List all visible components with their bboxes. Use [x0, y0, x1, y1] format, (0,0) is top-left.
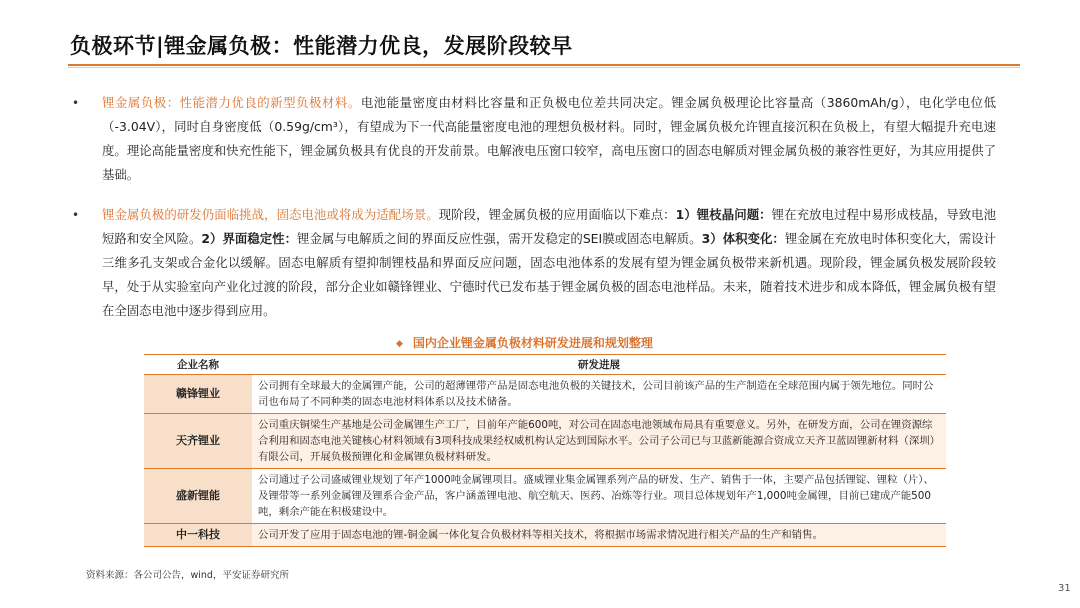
bullet-lithium-metal-anode [72, 91, 996, 187]
diamond-icon: ◆ [396, 339, 403, 349]
page-title: 负极环节|锂金属负极：性能潜力优良，发展阶段较早 [70, 34, 573, 58]
bullet-paragraph [102, 91, 996, 187]
company-progress-table [144, 354, 946, 547]
bullet-highlight: 锂金属负极的研发仍面临挑战，固态电池或将成为适配场景。 [102, 207, 439, 222]
company-name-cell: 中一科技 [144, 524, 252, 547]
bullet-text: 电池能量密度由材料比容量和正负极电位差共同决定。锂金属负极理论比容量高（3860mAh/g），电化学电位低（-3.04V），同时自身密度低（0.59g/cm³），有望成为下一代高能量密度电池的理想负极材料。同时，锂金属负极允许锂直接沉积在负极上，有望大幅提升充电速度。理论高能量密度和快充性能下，锂金属负极具有优良的开发前景。电解液电压窗口较窄，高电压窗口的固态电解质对锂金属负极的兼容性更好，为其应用提供了基础。 [102, 95, 996, 182]
table-header-row [144, 355, 946, 375]
table-title [396, 334, 653, 351]
table-row [144, 414, 946, 469]
column-header-progress: 研发进展 [252, 355, 946, 375]
bullet-text: 锂在充放电过程中易形成枝晶，导致电池短路和安全风险。 [102, 207, 997, 246]
company-name-cell: 赣锋锂业 [144, 375, 252, 414]
bullet-rd-challenges [72, 203, 997, 323]
bullet-dot-icon: • [72, 96, 80, 110]
progress-cell: 公司开发了应用于固态电池的锂-铜金属一体化复合负极材料等相关技术，将根据市场需求情况进行相关产品的生产和销售。 [252, 524, 946, 547]
bullet-text: 现阶段，锂金属负极的应用面临以下难点： [438, 207, 676, 222]
table-title-text: 国内企业锂金属负极材料研发进展和规划整理 [412, 336, 653, 350]
title-divider [68, 64, 1020, 66]
bullet-text: 锂金属在充放电时体积变化大，需设计三维多孔支架或合金化以缓解。固态电解质有望抑制锂枝晶和界面反应问题，固态电池体系的发展有望为锂金属负极带来新机遇。现阶段，锂金属负极发展阶段较早，处于从实验室向产业化过渡的阶段，部分企业如赣锋锂业、宁德时代已发布基于锂金属负极的固态电池样品。未来，随着技术进步和成本降低，锂金属负极有望在全固态电池中逐步得到应用。 [102, 231, 997, 318]
bullet-text: 锂金属与电解质之间的界面反应性强，需开发稳定的SEI膜或固态电解质。 [297, 231, 702, 246]
bullet-dot-icon: • [72, 208, 80, 222]
table-row [144, 524, 946, 547]
progress-cell: 公司通过子公司盛威锂业规划了年产1000吨金属锂项目。盛威锂业集金属锂系列产品的研发、生产、销售于一体，主要产品包括锂锭、锂粒（片）、及锂带等一系列金属锂及锂系合金产品，客户涵盖锂电池、航空航天、医药、冶炼等行业。项目总体规划年产1,000吨金属锂，目前已建成产能500吨，剩余产能在积极建设中。 [252, 469, 946, 524]
progress-cell: 公司拥有全球最大的金属锂产能，公司的超薄锂带产品是固态电池负极的关键技术，公司目前该产品的生产制造在全球范围内属于领先地位。同时公司也布局了不同种类的固态电池材料体系以及技术储备。 [252, 375, 946, 414]
table-row [144, 469, 946, 524]
title-divider-thin [68, 67, 1020, 68]
page-number: 31 [1058, 583, 1071, 594]
progress-cell: 公司重庆铜梁生产基地是公司金属锂生产工厂，目前年产能600吨，对公司在固态电池领域布局具有重要意义。另外，在研发方面，公司在锂资源综合利用和固态电池关键核心材料领域有3项科技成果经权威机构认定达到国际水平。公司子公司已与卫蓝新能源合资成立天齐卫蓝固锂新材料（深圳）有限公司，开展负极预锂化和金属锂负极材料研发。 [252, 414, 946, 469]
bullet-paragraph [102, 203, 996, 323]
difficulty-volume-label: 3）体积变化： [701, 231, 785, 246]
column-header-company: 企业名称 [144, 355, 252, 375]
company-name-cell: 盛新锂能 [144, 469, 252, 524]
source-note: 资料来源：各公司公告，wind，平安证券研究所 [86, 570, 289, 581]
difficulty-interface-label: 2）界面稳定性： [201, 231, 298, 246]
difficulty-dendrite-label: 1）锂枝晶问题： [675, 207, 772, 222]
table-row [144, 375, 946, 414]
bullet-highlight: 锂金属负极：性能潜力优良的新型负极材料。 [102, 95, 361, 110]
company-name-cell: 天齐锂业 [144, 414, 252, 469]
